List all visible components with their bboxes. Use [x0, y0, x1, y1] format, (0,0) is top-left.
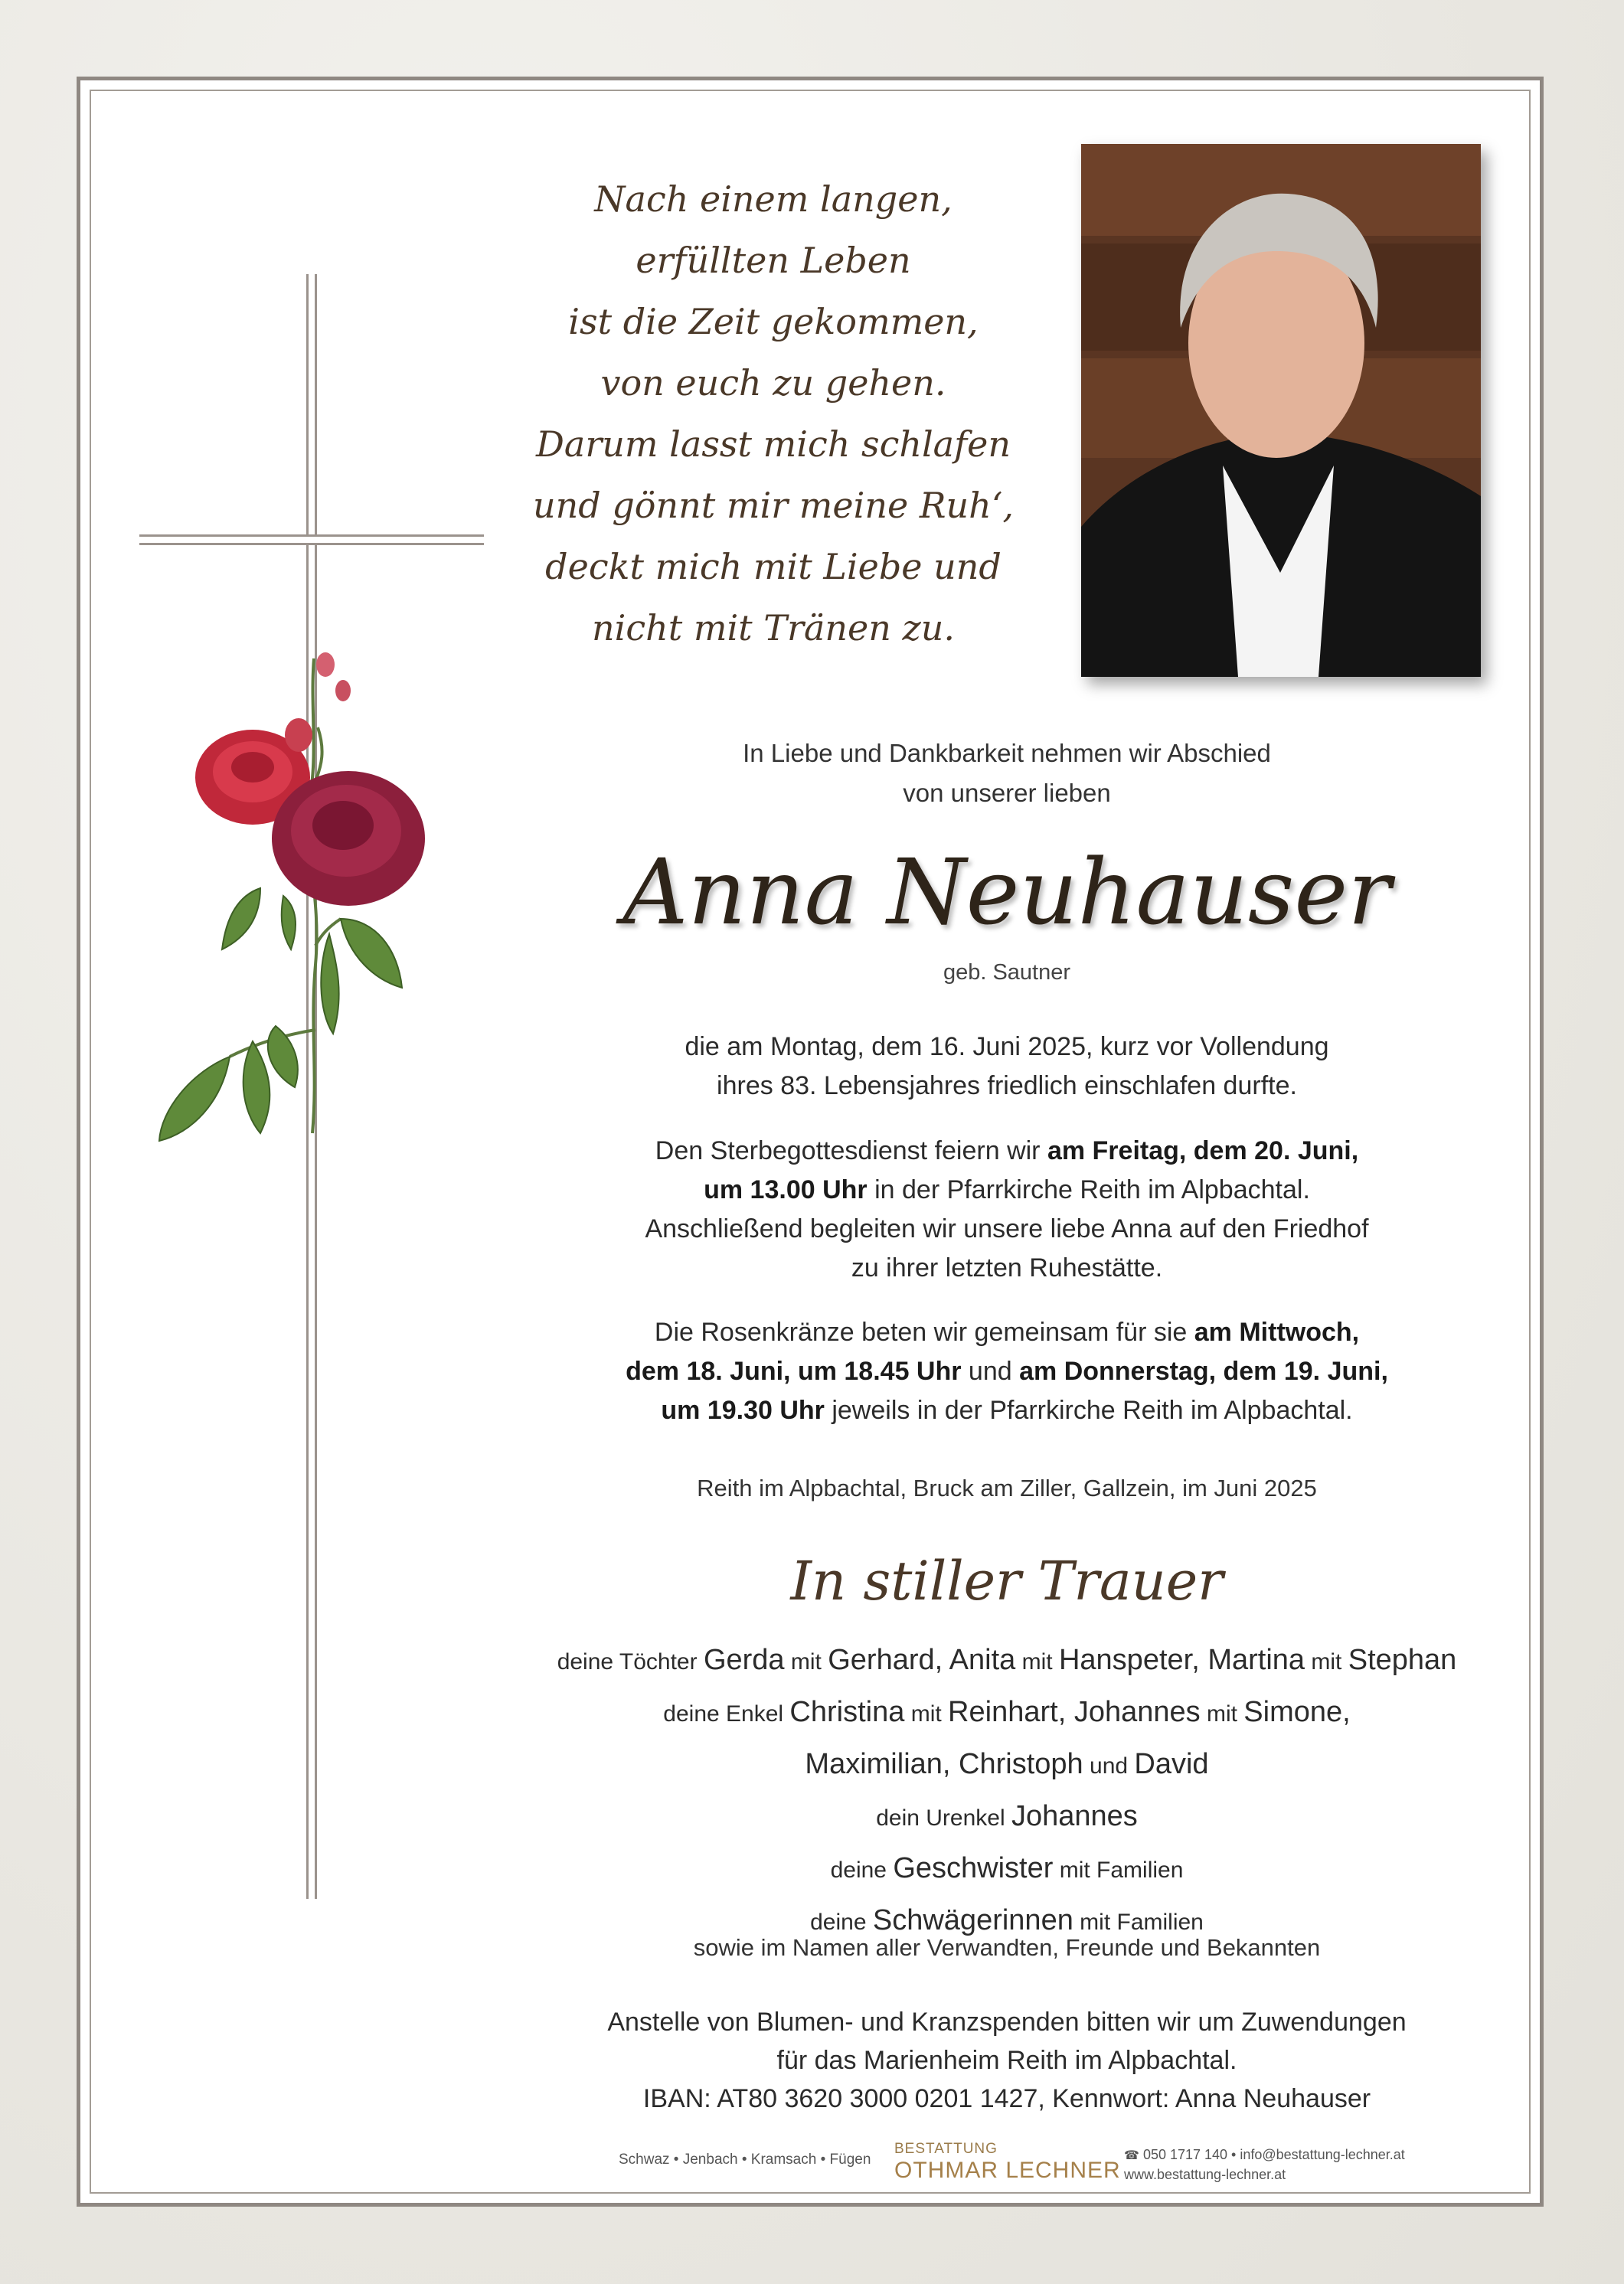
intro-line: In Liebe und Dankbarkeit nehmen wir Abschied	[743, 739, 1271, 767]
brand-top-text: BESTATTUNG	[894, 2141, 998, 2157]
poem-line: ist die Zeit gekommen,	[568, 301, 979, 342]
family-row-siblings: deine Geschwister mit Familien	[830, 1852, 1184, 1884]
family-row-great-grandchild: dein Urenkel Johannes	[876, 1800, 1138, 1832]
mourning-family-list	[536, 1637, 1478, 1949]
family-row-grandchildren-cont: Maximilian, Christoph und David	[805, 1748, 1209, 1780]
donation-iban: IBAN: AT80 3620 3000 0201 1427, Kennwort: Anna Neuhauser	[642, 2084, 1371, 2113]
donation-request	[536, 2003, 1478, 2118]
portrait-photo	[1081, 144, 1481, 677]
funeral-home-contact	[1124, 2145, 1405, 2184]
rosary-time-2: um 19.30 Uhr	[661, 1396, 825, 1425]
deceased-name: Anna Neuhauser	[622, 839, 1391, 945]
intro-line: von unserer lieben	[903, 779, 1111, 807]
rosary-date-2: am Donnerstag, dem 19. Juni,	[1019, 1357, 1388, 1386]
phone-icon: ☎	[1124, 2149, 1139, 2162]
contact-phone-email: ☎ 050 1717 140 • info@bestattung-lechner.at	[1124, 2147, 1405, 2162]
family-row-daughters: deine Töchter Gerda mit Gerhard, Anita mit Hanspeter, Martina mit Stephan	[557, 1644, 1457, 1676]
contact-website[interactable]: www.bestattung-lechner.at	[1124, 2167, 1286, 2182]
death-notice	[536, 1028, 1478, 1106]
funeral-time: um 13.00 Uhr	[704, 1175, 868, 1204]
rose-leaves	[159, 888, 402, 1141]
funeral-date: am Freitag, dem 20. Juni,	[1047, 1136, 1359, 1165]
family-row-grandchildren: deine Enkel Christina mit Reinhart, Johannes mit Simone,	[663, 1696, 1351, 1728]
farewell-intro	[536, 734, 1478, 813]
cross-horizontal-beam	[139, 534, 484, 545]
death-notice-line: ihres 83. Lebensjahres friedlich einschlafen durfte.	[717, 1071, 1297, 1100]
funeral-home-logo	[894, 2142, 1121, 2182]
rosary-line: um 19.30 Uhr jeweils in der Pfarrkirche Reith im Alpbachtal.	[661, 1396, 1353, 1425]
rose-illustration	[145, 643, 459, 1149]
poem-line: Darum lasst mich schlafen	[536, 423, 1011, 465]
poem-line: Nach einem langen,	[594, 178, 953, 220]
funeral-service-info	[536, 1132, 1478, 1288]
poem-line: von euch zu gehen.	[600, 362, 946, 404]
rosary-info	[536, 1313, 1478, 1430]
mourning-title: In stiller Trauer	[790, 1550, 1224, 1613]
donation-line: Anstelle von Blumen- und Kranzspenden bitten wir um Zuwendungen	[607, 2008, 1407, 2037]
poem-line: deckt mich mit Liebe und	[545, 546, 1002, 587]
relatives-line: sowie im Namen aller Verwandten, Freunde und Bekannten	[693, 1934, 1321, 1961]
poem-line: nicht mit Tränen zu.	[592, 607, 955, 649]
rose-dark-bloom	[272, 771, 425, 906]
maiden-name: geb. Sautner	[943, 960, 1071, 985]
rose-buds	[285, 652, 351, 752]
funeral-line: Anschließend begleiten wir unsere liebe Anna auf den Friedhof	[645, 1214, 1369, 1243]
donation-line: für das Marienheim Reith im Alpbachtal.	[776, 2046, 1237, 2075]
brand-main-text: OTHMAR LECHNER	[894, 2158, 1121, 2183]
funeral-home-locations: Schwaz • Jenbach • Kramsach • Fügen	[619, 2152, 871, 2168]
place-and-date: Reith im Alpbachtal, Bruck am Ziller, Gallzein, im Juni 2025	[697, 1475, 1317, 1501]
poem-line: und gönnt mir meine Ruh‘,	[533, 485, 1014, 526]
poem-line: erfüllten Leben	[636, 240, 911, 281]
funeral-line: zu ihrer letzten Ruhestätte.	[851, 1253, 1163, 1283]
funeral-line: um 13.00 Uhr in der Pfarrkirche Reith im Alpbachtal.	[704, 1175, 1310, 1204]
poem	[490, 168, 1057, 658]
family-row-in-laws: deine Schwägerinnen mit Familien	[810, 1904, 1204, 1936]
funeral-line: Den Sterbegottesdienst feiern wir am Freitag, dem 20. Juni,	[655, 1136, 1359, 1165]
rosary-line: Die Rosenkränze beten wir gemeinsam für sie am Mittwoch,	[654, 1318, 1360, 1347]
rosary-date-1: dem 18. Juni, um 18.45 Uhr	[626, 1357, 962, 1386]
death-notice-line: die am Montag, dem 16. Juni 2025, kurz vor Vollendung	[685, 1032, 1329, 1061]
rosary-day-1: am Mittwoch,	[1194, 1318, 1360, 1347]
rosary-line: dem 18. Juni, um 18.45 Uhr und am Donnerstag, dem 19. Juni,	[626, 1357, 1388, 1386]
